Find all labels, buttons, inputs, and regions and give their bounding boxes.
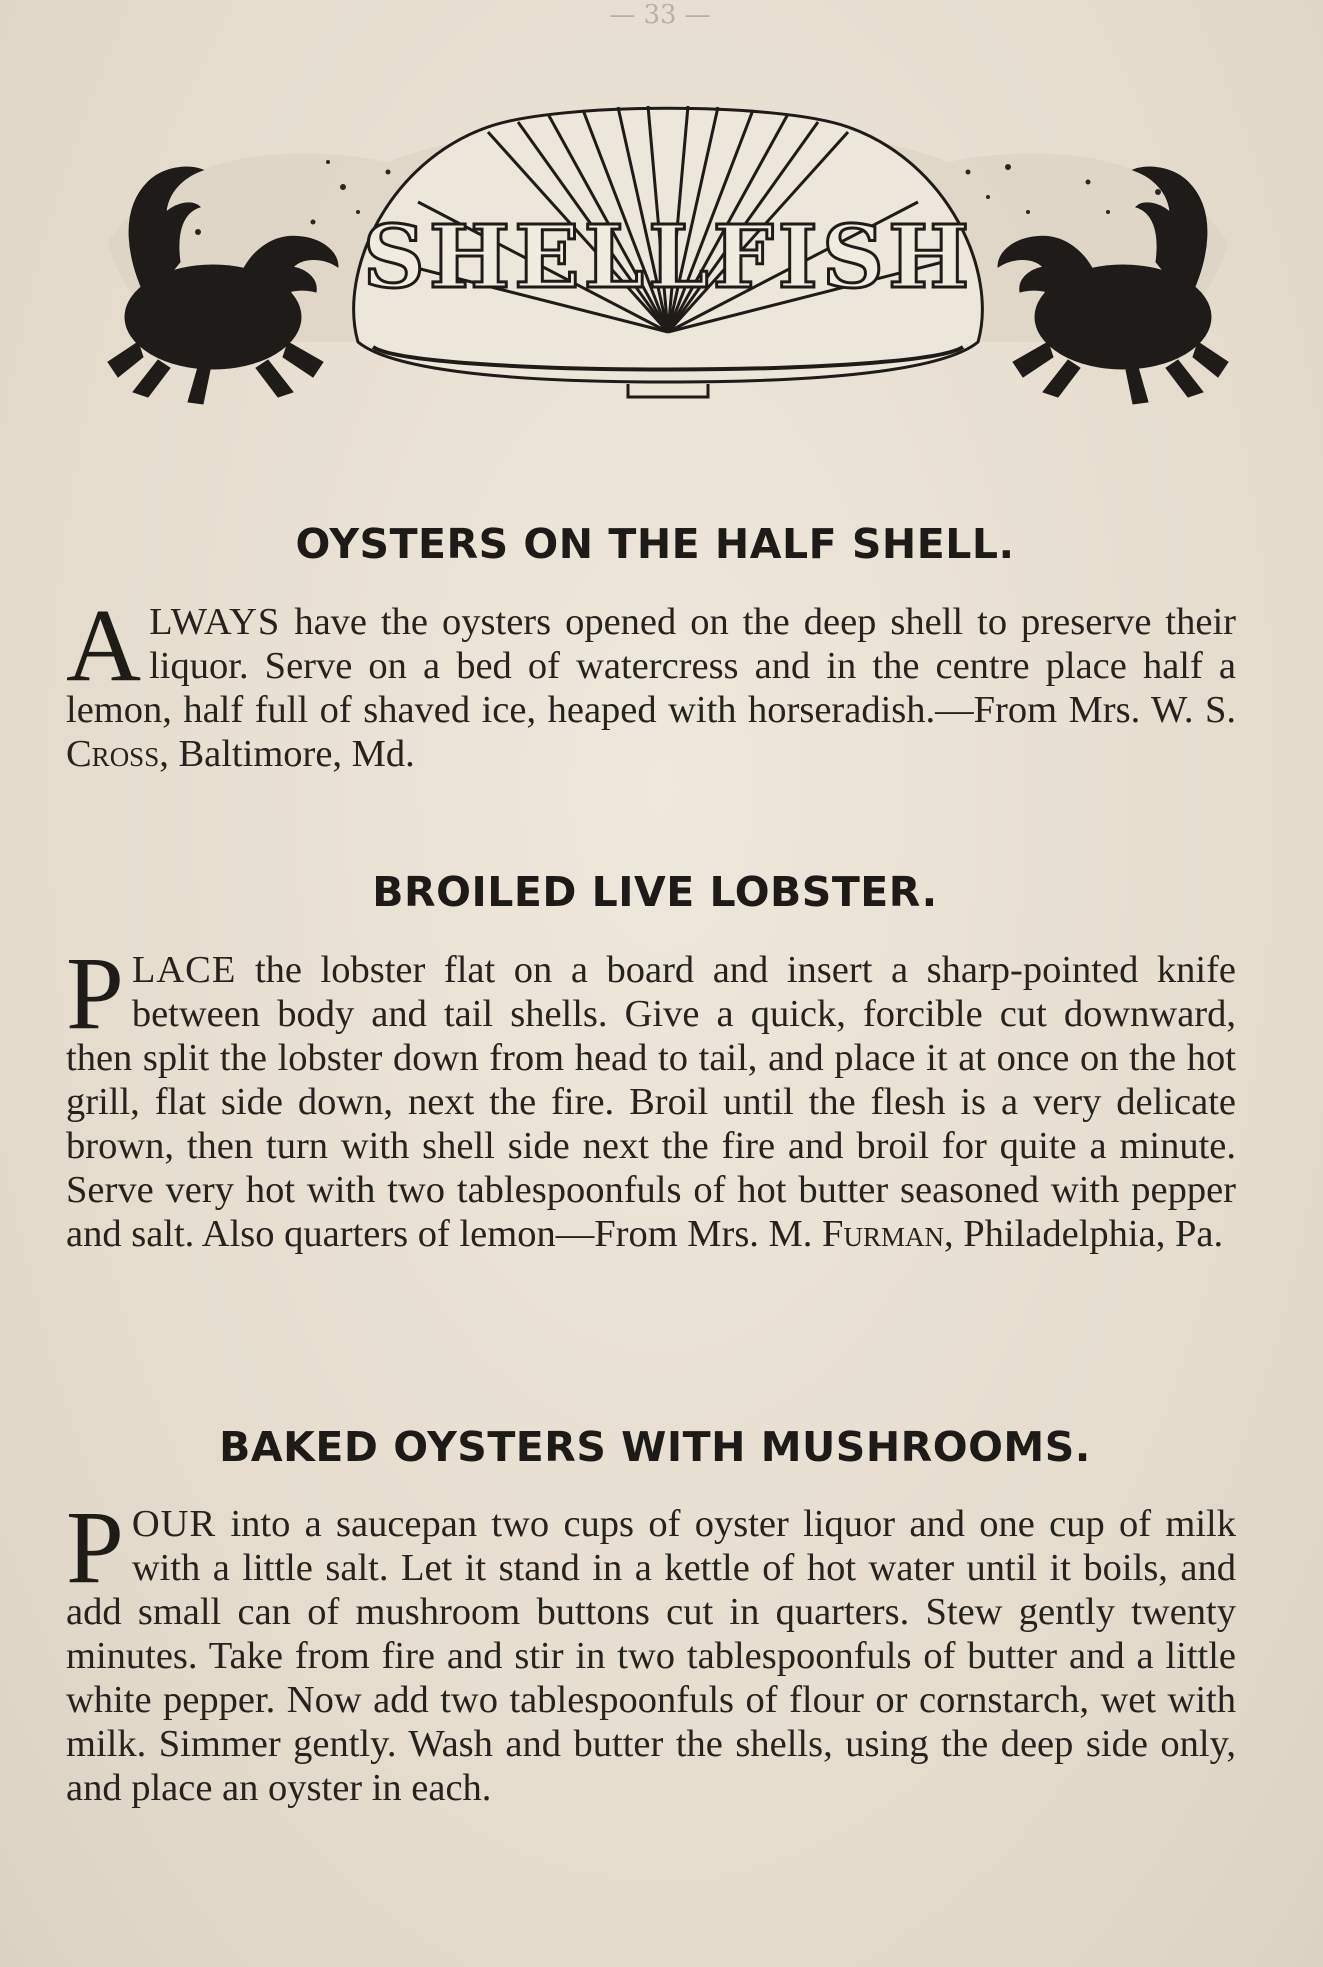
recipe-title: OYSTERS ON THE HALF SHELL. [295, 520, 1015, 568]
recipe-body: have the oysters opened on the deep shell to preserve their liquor. Serve on a bed of watercress and in the centre place half a lemon, half full of shaved ice, heaped with horseradish.—From Mrs. W. S. [66, 601, 1236, 731]
shellfish-banner [88, 92, 1248, 422]
credit-name: Cross [66, 733, 160, 775]
credit-place: , Philadelphia, Pa. [943, 1213, 1224, 1255]
recipe-text [66, 936, 1236, 1256]
banner-title: SHELLFISH [362, 207, 974, 308]
recipe-text [66, 588, 1236, 776]
recipe-title: BROILED LIVE LOBSTER. [372, 868, 938, 916]
lead-word: LWAYS [149, 601, 281, 643]
recipe-body: into a saucepan two cups of oyster liquor and one cup of milk with a little salt. Let it stand in a kettle of hot water until it boils, and add small can of mushroom buttons cut in quarters. Stew gently twenty minutes. Take from fire and stir in two tablespoonfuls of butter and a little white pepper. Now add two tablespoonfuls of flour or cornstarch, wet with milk. Simmer gently. Wash and butter the shells, using the deep side only, and place an oyster in each. [66, 1503, 1236, 1809]
recipe-text [66, 1490, 1236, 1810]
drop-cap: P [66, 936, 124, 1051]
recipe-body: the lobster flat on a board and insert a sharp-pointed knife between body and tail shells. Give a quick, forcible cut downward, then split the lobster down from head to tail, and place it at once on the hot grill, flat side down, next the fire. Broil until the flesh is a very delicate brown, then turn with shell side next the fire and broil for quite a minute. Serve very hot with two tablespoonfuls of hot butter seasoned with pepper and salt. Also quarters of lemon—From Mrs. M. [66, 949, 1236, 1255]
credit-name: Furman [822, 1213, 944, 1255]
credit-place: , Baltimore, Md. [159, 733, 415, 775]
page-number: — 33 — [609, 0, 711, 30]
lead-word: OUR [131, 1503, 217, 1545]
drop-cap: A [66, 588, 142, 703]
lead-word: LACE [131, 949, 237, 991]
drop-cap: P [66, 1490, 124, 1605]
recipe-title: BAKED OYSTERS WITH MUSHROOMS. [219, 1423, 1091, 1471]
